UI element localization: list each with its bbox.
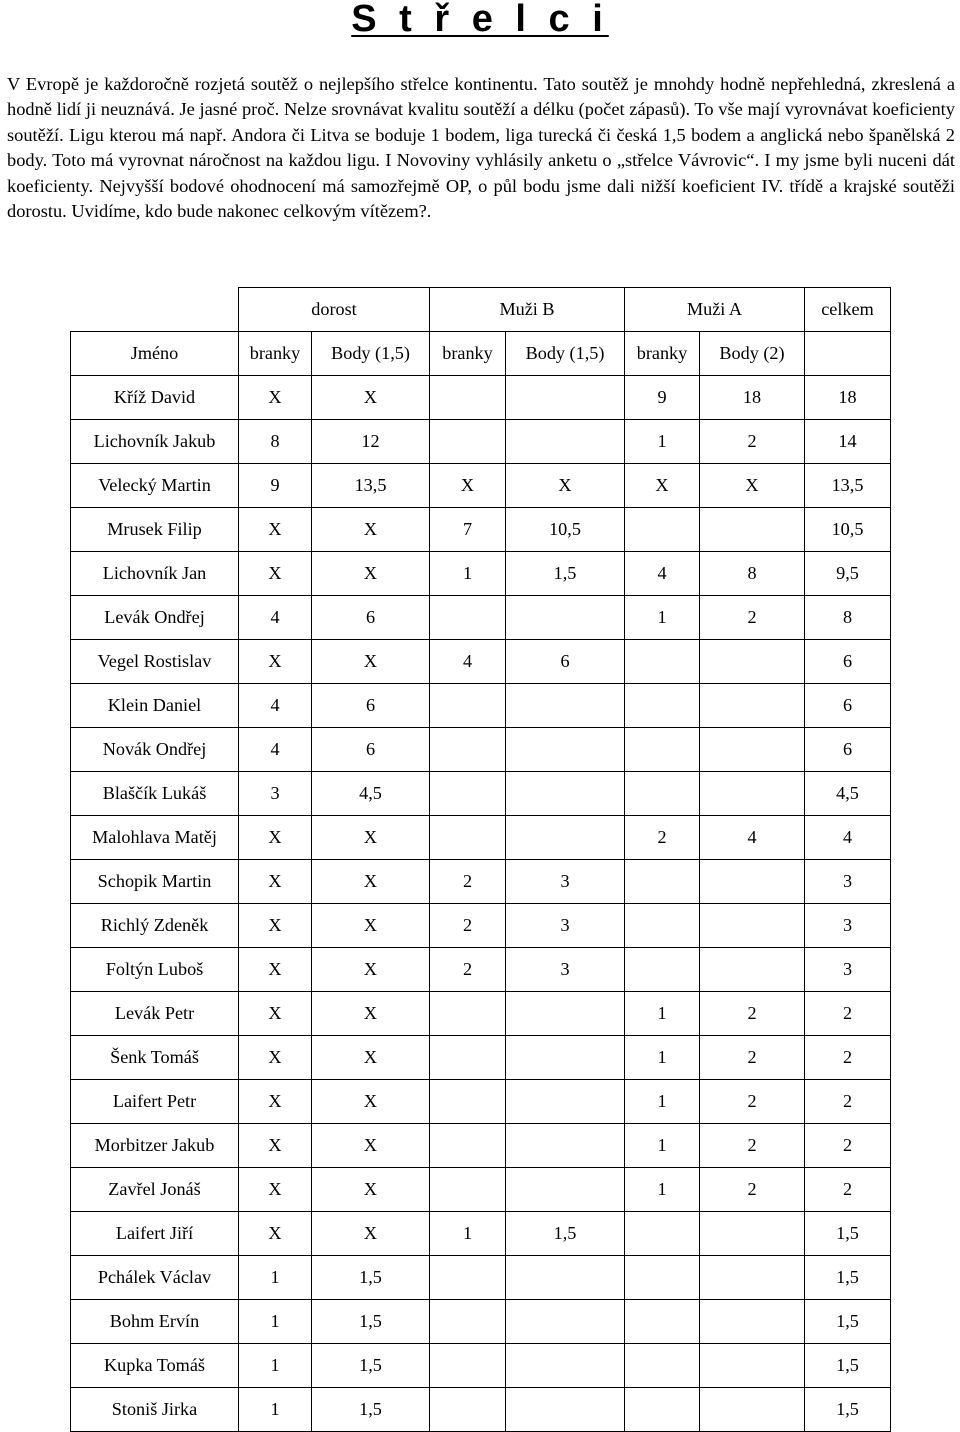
total-cell: 1,5: [805, 1212, 891, 1256]
table-row: [71, 1388, 891, 1432]
table-cell: [506, 1388, 625, 1432]
player-name-cell: Morbitzer Jakub: [71, 1124, 239, 1168]
table-cell: X: [239, 1168, 312, 1212]
table-cell: [625, 1344, 700, 1388]
table-row: [71, 464, 891, 508]
table-cell: [625, 508, 700, 552]
table-row: [71, 860, 891, 904]
table-cell: 1: [625, 992, 700, 1036]
table-cell: X: [312, 992, 430, 1036]
table-row: [71, 376, 891, 420]
table-cell: 1: [625, 1080, 700, 1124]
table-cell: 2: [700, 1124, 805, 1168]
table-cell: X: [312, 860, 430, 904]
column-header: [805, 332, 891, 376]
table-cell: [430, 728, 506, 772]
player-name-cell: Blaščík Lukáš: [71, 772, 239, 816]
table-cell: [506, 1124, 625, 1168]
table-cell: [506, 1036, 625, 1080]
column-header: Body (2): [700, 332, 805, 376]
total-cell: 2: [805, 1080, 891, 1124]
table-cell: 3: [239, 772, 312, 816]
table-row: [71, 508, 891, 552]
total-cell: 18: [805, 376, 891, 420]
table-cell: [430, 596, 506, 640]
table-row: [71, 816, 891, 860]
table-cell: [430, 1168, 506, 1212]
table-cell: 13,5: [312, 464, 430, 508]
table-cell: 1: [239, 1256, 312, 1300]
table-cell: 1,5: [312, 1300, 430, 1344]
player-name-cell: Laifert Petr: [71, 1080, 239, 1124]
table-cell: [506, 728, 625, 772]
table-cell: [700, 772, 805, 816]
table-cell: 4: [625, 552, 700, 596]
column-header: branky: [239, 332, 312, 376]
table-cell: X: [312, 552, 430, 596]
table-cell: X: [700, 464, 805, 508]
table-cell: [430, 772, 506, 816]
table-cell: X: [239, 640, 312, 684]
player-name-cell: Klein Daniel: [71, 684, 239, 728]
table-cell: 1: [239, 1344, 312, 1388]
table-cell: X: [625, 464, 700, 508]
table-cell: 2: [625, 816, 700, 860]
table-cell: [506, 1300, 625, 1344]
table-cell: X: [239, 816, 312, 860]
table-cell: X: [239, 860, 312, 904]
table-cell: [506, 596, 625, 640]
table-cell: 12: [312, 420, 430, 464]
total-cell: 4: [805, 816, 891, 860]
total-cell: 2: [805, 1168, 891, 1212]
intro-paragraph: V Evropě je každoročně rozjetá soutěž o nejlepšího střelce kontinentu. Tato soutěž je mnohdy hodně nepřehledná, zkreslená a hodně lidí ji neuznává. Je jasné proč. Nelze srovnávat kvalitu soutěží a délku (počet zápasů). To vše mají vyrovnávat koeficienty soutěží. Ligu kterou má např. Andora či Litva se boduje 1 bodem, liga turecká či česká 1,5 bodem a anglická nebo španělská 2 body. Toto má vyrovnat náročnost na každou ligu. I Novoviny vyhlásily anketu o „střelce Vávrovic“. I my jsme byli nuceni dát koeficienty. Nejvyšší bodové ohodnocení má samozřejmě OP, o půl bodu jsme dali nižší koeficient IV. třídě a krajské soutěži dorostu. Uvidíme, kdo bude nakonec celkovým vítězem?.: [7, 74, 955, 222]
table-cell: X: [239, 376, 312, 420]
table-cell: 9: [625, 376, 700, 420]
table-cell: 2: [700, 1036, 805, 1080]
column-header: Jméno: [71, 332, 239, 376]
total-cell: 1,5: [805, 1344, 891, 1388]
table-cell: [700, 1388, 805, 1432]
table-cell: 1: [430, 552, 506, 596]
table-cell: [430, 376, 506, 420]
table-cell: [625, 948, 700, 992]
table-cell: 4: [239, 596, 312, 640]
table-cell: 2: [430, 904, 506, 948]
table-row: [71, 596, 891, 640]
table-row: [71, 1344, 891, 1388]
table-cell: 1,5: [312, 1344, 430, 1388]
table-cell: 2: [430, 948, 506, 992]
table-cell: [700, 1344, 805, 1388]
total-cell: 6: [805, 728, 891, 772]
table-cell: 6: [312, 728, 430, 772]
table-cell: 8: [239, 420, 312, 464]
table-cell: X: [239, 992, 312, 1036]
table-cell: 1: [625, 420, 700, 464]
column-header: Body (1,5): [506, 332, 625, 376]
table-cell: 2: [700, 1080, 805, 1124]
player-name-cell: Velecký Martin: [71, 464, 239, 508]
player-name-cell: Lichovník Jan: [71, 552, 239, 596]
table-cell: [506, 992, 625, 1036]
table-cell: 1,5: [312, 1388, 430, 1432]
table-row: [71, 904, 891, 948]
table-cell: 1: [625, 596, 700, 640]
column-header: branky: [430, 332, 506, 376]
table-cell: [506, 772, 625, 816]
table-cell: [430, 1344, 506, 1388]
table-cell: 2: [700, 596, 805, 640]
table-cell: [430, 1080, 506, 1124]
table-cell: [506, 420, 625, 464]
table-cell: [506, 1168, 625, 1212]
total-cell: 14: [805, 420, 891, 464]
total-cell: 3: [805, 860, 891, 904]
total-cell: 1,5: [805, 1388, 891, 1432]
table-cell: 1: [430, 1212, 506, 1256]
table-cell: 6: [506, 640, 625, 684]
total-cell: 9,5: [805, 552, 891, 596]
player-name-cell: Kupka Tomáš: [71, 1344, 239, 1388]
total-cell: 4,5: [805, 772, 891, 816]
table-cell: 10,5: [506, 508, 625, 552]
player-name-cell: Levák Petr: [71, 992, 239, 1036]
total-cell: 2: [805, 1036, 891, 1080]
table-cell: 1: [625, 1124, 700, 1168]
page-title: S t ř e l c i: [351, 0, 609, 40]
total-cell: 10,5: [805, 508, 891, 552]
table-row: [71, 948, 891, 992]
group-header-celkem: celkem: [805, 288, 891, 332]
scorers-table-body: [71, 288, 891, 1432]
column-header: Body (1,5): [312, 332, 430, 376]
table-cell: 1,5: [506, 552, 625, 596]
table-cell: 4: [430, 640, 506, 684]
group-header-muzi-a: Muži A: [625, 288, 805, 332]
table-cell: 2: [430, 860, 506, 904]
table-cell: [700, 1212, 805, 1256]
scorers-table-container: [70, 287, 891, 1432]
table-row: [71, 1300, 891, 1344]
table-cell: X: [239, 508, 312, 552]
table-cell: X: [312, 376, 430, 420]
total-cell: 3: [805, 948, 891, 992]
player-name-cell: Šenk Tomáš: [71, 1036, 239, 1080]
player-name-cell: Mrusek Filip: [71, 508, 239, 552]
table-row: [71, 1080, 891, 1124]
total-cell: 1,5: [805, 1300, 891, 1344]
table-cell: [506, 1344, 625, 1388]
scorers-table: [70, 287, 891, 1432]
table-cell: 2: [700, 420, 805, 464]
table-row: [71, 1168, 891, 1212]
player-name-cell: Kříž David: [71, 376, 239, 420]
table-cell: 1: [625, 1168, 700, 1212]
table-cell: 4: [239, 684, 312, 728]
table-cell: X: [312, 1036, 430, 1080]
table-row: [71, 552, 891, 596]
table-cell: X: [312, 1168, 430, 1212]
table-cell: [430, 1124, 506, 1168]
table-cell: 4,5: [312, 772, 430, 816]
total-cell: 3: [805, 904, 891, 948]
table-cell: [700, 728, 805, 772]
table-cell: [700, 1300, 805, 1344]
table-cell: [700, 904, 805, 948]
total-cell: 8: [805, 596, 891, 640]
table-cell: [700, 640, 805, 684]
table-cell: [430, 816, 506, 860]
table-row: [71, 1212, 891, 1256]
total-cell: 6: [805, 684, 891, 728]
player-name-cell: Zavřel Jonáš: [71, 1168, 239, 1212]
table-row: [71, 772, 891, 816]
column-header-row: [71, 332, 891, 376]
table-cell: [430, 1300, 506, 1344]
table-cell: [625, 1256, 700, 1300]
table-cell: [625, 1212, 700, 1256]
table-cell: [430, 992, 506, 1036]
table-cell: [700, 508, 805, 552]
table-cell: X: [312, 948, 430, 992]
table-cell: X: [312, 904, 430, 948]
player-name-cell: Schopik Martin: [71, 860, 239, 904]
table-cell: X: [239, 1080, 312, 1124]
player-name-cell: Bohm Ervín: [71, 1300, 239, 1344]
table-cell: 6: [312, 684, 430, 728]
table-cell: [430, 1036, 506, 1080]
table-cell: 2: [700, 992, 805, 1036]
table-cell: [430, 1388, 506, 1432]
table-cell: [625, 728, 700, 772]
table-cell: X: [312, 1080, 430, 1124]
table-cell: [430, 420, 506, 464]
total-cell: 2: [805, 992, 891, 1036]
table-cell: 4: [700, 816, 805, 860]
table-cell: [625, 860, 700, 904]
table-cell: X: [239, 1212, 312, 1256]
table-row: [71, 420, 891, 464]
table-cell: X: [506, 464, 625, 508]
table-cell: 18: [700, 376, 805, 420]
table-cell: 3: [506, 948, 625, 992]
table-cell: 8: [700, 552, 805, 596]
table-cell: [700, 860, 805, 904]
table-cell: X: [312, 1124, 430, 1168]
column-header: branky: [625, 332, 700, 376]
table-cell: 1: [625, 1036, 700, 1080]
table-cell: 9: [239, 464, 312, 508]
table-row: [71, 728, 891, 772]
group-header-muzi-b: Muži B: [430, 288, 625, 332]
player-name-cell: Lichovník Jakub: [71, 420, 239, 464]
table-cell: X: [239, 904, 312, 948]
player-name-cell: Vegel Rostislav: [71, 640, 239, 684]
table-cell: [700, 684, 805, 728]
table-row: [71, 1256, 891, 1300]
table-cell: 1: [239, 1300, 312, 1344]
total-cell: 6: [805, 640, 891, 684]
player-name-cell: Pchálek Václav: [71, 1256, 239, 1300]
player-name-cell: Levák Ondřej: [71, 596, 239, 640]
player-name-cell: Stoniš Jirka: [71, 1388, 239, 1432]
table-cell: X: [312, 816, 430, 860]
table-cell: 7: [430, 508, 506, 552]
table-cell: [625, 1388, 700, 1432]
table-cell: 1,5: [312, 1256, 430, 1300]
table-cell: [506, 1080, 625, 1124]
table-cell: 4: [239, 728, 312, 772]
group-header-dorost: dorost: [239, 288, 430, 332]
table-cell: 3: [506, 860, 625, 904]
table-cell: [506, 1256, 625, 1300]
table-cell: [625, 904, 700, 948]
table-cell: 2: [700, 1168, 805, 1212]
total-cell: 13,5: [805, 464, 891, 508]
table-cell: [625, 684, 700, 728]
total-cell: 2: [805, 1124, 891, 1168]
player-name-cell: Richlý Zdeněk: [71, 904, 239, 948]
player-name-cell: Malohlava Matěj: [71, 816, 239, 860]
table-cell: X: [239, 948, 312, 992]
table-cell: [506, 684, 625, 728]
table-cell: X: [430, 464, 506, 508]
table-cell: [625, 640, 700, 684]
table-cell: X: [239, 1124, 312, 1168]
table-row: [71, 1124, 891, 1168]
table-cell: [625, 772, 700, 816]
table-cell: X: [312, 508, 430, 552]
group-header-row: [71, 288, 891, 332]
table-cell: [506, 376, 625, 420]
table-row: [71, 640, 891, 684]
table-cell: [430, 1256, 506, 1300]
table-cell: [625, 1300, 700, 1344]
table-cell: [430, 684, 506, 728]
player-name-cell: Novák Ondřej: [71, 728, 239, 772]
table-cell: [700, 948, 805, 992]
table-cell: 1: [239, 1388, 312, 1432]
table-row: [71, 1036, 891, 1080]
total-cell: 1,5: [805, 1256, 891, 1300]
table-cell: 3: [506, 904, 625, 948]
table-cell: X: [312, 640, 430, 684]
table-row: [71, 684, 891, 728]
table-cell: X: [312, 1212, 430, 1256]
table-row: [71, 992, 891, 1036]
table-cell: 1,5: [506, 1212, 625, 1256]
table-cell: [506, 816, 625, 860]
player-name-cell: Laifert Jiří: [71, 1212, 239, 1256]
table-cell: [700, 1256, 805, 1300]
table-cell: 6: [312, 596, 430, 640]
group-header-blank: [71, 288, 239, 332]
table-cell: X: [239, 552, 312, 596]
table-cell: X: [239, 1036, 312, 1080]
player-name-cell: Foltýn Luboš: [71, 948, 239, 992]
